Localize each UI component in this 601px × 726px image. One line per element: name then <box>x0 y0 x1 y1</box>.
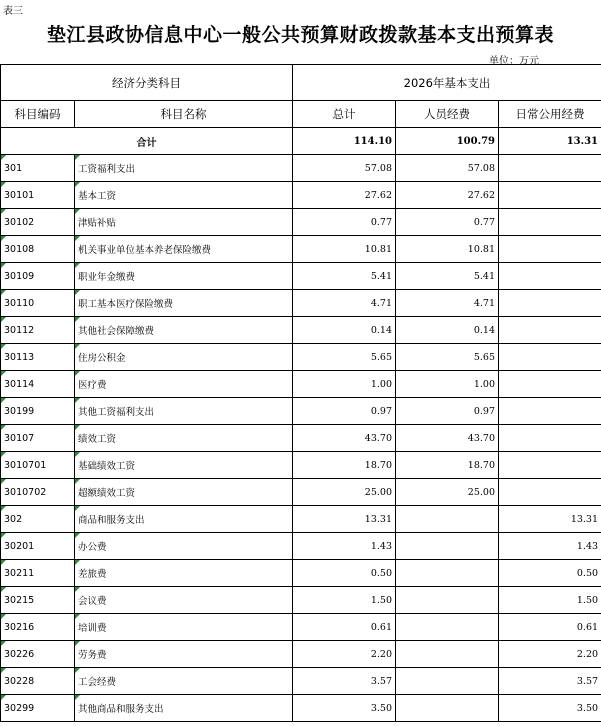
code-cell-text: 30228 <box>4 675 35 687</box>
personnel-cell-text: 27.62 <box>467 189 495 201</box>
table-row <box>1 236 601 263</box>
public-cell <box>499 614 601 641</box>
cell-marker-icon <box>75 155 80 160</box>
code-cell <box>1 263 75 290</box>
cell-marker-icon <box>1 317 6 322</box>
code-cell-text: 30109 <box>4 270 35 282</box>
code-cell-text: 30215 <box>4 594 35 606</box>
total-cell <box>293 263 396 290</box>
personnel-cell <box>396 479 499 506</box>
name-cell <box>75 668 293 695</box>
cell-marker-icon <box>75 209 80 214</box>
unit-label: 单位：万元 <box>489 56 539 67</box>
total-personnel: 100.79 <box>396 128 499 155</box>
table-row <box>1 668 601 695</box>
name-cell <box>75 344 293 371</box>
table-row <box>1 641 601 668</box>
cell-marker-icon <box>75 695 80 700</box>
table-row <box>1 479 601 506</box>
total-cell-text: 5.65 <box>370 351 392 363</box>
total-cell <box>293 479 396 506</box>
personnel-cell-text: 0.77 <box>473 216 495 228</box>
total-cell <box>293 155 396 182</box>
code-cell-text: 30112 <box>4 324 35 336</box>
public-cell <box>499 344 601 371</box>
public-cell <box>499 641 601 668</box>
name-cell <box>75 182 293 209</box>
cell-marker-icon <box>75 641 80 646</box>
table-row <box>1 614 601 641</box>
cell-marker-icon <box>1 614 6 619</box>
total-cell-text: 13.31 <box>364 513 392 525</box>
public-cell-text: 2.20 <box>576 648 599 660</box>
public-cell-text: 3.57 <box>576 675 599 687</box>
total-cell-text: 3.50 <box>370 702 392 714</box>
personnel-cell-text: 43.70 <box>467 432 495 444</box>
public-cell <box>499 668 601 695</box>
public-cell <box>499 263 601 290</box>
public-cell-text: 1.43 <box>576 540 599 552</box>
cell-marker-icon <box>75 425 80 430</box>
total-cell-text: 4.71 <box>370 297 392 309</box>
personnel-cell <box>396 506 499 533</box>
cell-marker-icon <box>75 182 80 187</box>
name-cell <box>75 371 293 398</box>
cell-marker-icon <box>1 209 6 214</box>
total-cell <box>293 209 396 236</box>
code-cell <box>1 425 75 452</box>
name-cell-text: 超额绩效工资 <box>78 488 136 499</box>
personnel-cell <box>396 371 499 398</box>
total-cell-text: 1.00 <box>370 378 392 390</box>
name-cell-text: 会议费 <box>78 596 107 607</box>
table-row <box>1 425 601 452</box>
cell-marker-icon <box>1 668 6 673</box>
public-cell <box>499 425 601 452</box>
cell-marker-icon <box>75 668 80 673</box>
name-cell-text: 其他工资福利支出 <box>78 407 155 418</box>
name-cell-text: 工资福利支出 <box>78 164 136 175</box>
public-cell <box>499 209 601 236</box>
cell-marker-icon <box>1 398 6 403</box>
header-name: 科目名称 <box>75 101 293 128</box>
code-cell-text: 30299 <box>4 702 35 714</box>
code-cell <box>1 371 75 398</box>
header-personnel: 人员经费 <box>396 101 499 128</box>
cell-marker-icon <box>75 398 80 403</box>
personnel-cell-text: 10.81 <box>467 243 495 255</box>
cell-marker-icon <box>1 452 6 457</box>
total-cell <box>293 614 396 641</box>
cell-marker-icon <box>1 236 6 241</box>
public-cell <box>499 236 601 263</box>
total-cell <box>293 236 396 263</box>
code-cell-text: 30107 <box>4 432 35 444</box>
name-cell-text: 办公费 <box>78 542 107 553</box>
code-cell-text: 302 <box>4 513 23 525</box>
cell-marker-icon <box>1 155 6 160</box>
header-public: 日常公用经费 <box>499 101 601 128</box>
cell-marker-icon <box>75 263 80 268</box>
cell-marker-icon <box>1 479 6 484</box>
public-cell-text: 1.50 <box>576 594 599 606</box>
name-cell <box>75 641 293 668</box>
cell-marker-icon <box>1 182 6 187</box>
cell-marker-icon <box>75 479 80 484</box>
header-code: 科目编码 <box>1 101 75 128</box>
code-cell-text: 3010701 <box>4 459 47 471</box>
personnel-cell <box>396 425 499 452</box>
personnel-cell <box>396 668 499 695</box>
public-cell <box>499 398 601 425</box>
personnel-cell <box>396 263 499 290</box>
personnel-cell-text: 5.41 <box>473 270 495 282</box>
table-number: 表三 <box>3 6 23 17</box>
total-cell <box>293 317 396 344</box>
code-cell-text: 301 <box>4 162 23 174</box>
cell-marker-icon <box>1 641 6 646</box>
personnel-cell <box>396 209 499 236</box>
personnel-cell <box>396 587 499 614</box>
personnel-cell <box>396 641 499 668</box>
code-cell <box>1 344 75 371</box>
public-cell <box>499 290 601 317</box>
code-cell-text: 30110 <box>4 297 35 309</box>
cell-marker-icon <box>1 560 6 565</box>
cell-marker-icon <box>75 344 80 349</box>
header-total: 总计 <box>293 101 396 128</box>
name-cell <box>75 452 293 479</box>
public-cell-text: 0.61 <box>576 621 599 633</box>
name-cell-text: 职工基本医疗保险缴费 <box>78 299 174 310</box>
total-cell <box>293 398 396 425</box>
code-cell-text: 3010702 <box>4 486 47 498</box>
total-cell-text: 0.97 <box>370 405 392 417</box>
name-cell-text: 培训费 <box>78 623 107 634</box>
table-row <box>1 263 601 290</box>
total-cell-text: 27.62 <box>364 189 392 201</box>
code-cell-text: 30101 <box>4 189 35 201</box>
cell-marker-icon <box>1 290 6 295</box>
name-cell-text: 劳务费 <box>78 650 107 661</box>
public-cell <box>499 452 601 479</box>
name-cell-text: 基础绩效工资 <box>78 461 136 472</box>
total-cell-text: 3.57 <box>370 675 392 687</box>
total-public: 13.31 <box>499 128 601 155</box>
personnel-cell <box>396 182 499 209</box>
personnel-cell-text: 0.97 <box>473 405 495 417</box>
name-cell-text: 工会经费 <box>78 677 117 688</box>
code-cell-text: 30108 <box>4 243 35 255</box>
table-row <box>1 182 601 209</box>
total-cell-text: 1.50 <box>370 594 392 606</box>
personnel-cell-text: 0.14 <box>473 324 495 336</box>
code-cell <box>1 668 75 695</box>
cell-marker-icon <box>75 236 80 241</box>
cell-marker-icon <box>75 317 80 322</box>
name-cell-text: 住房公积金 <box>78 353 126 364</box>
public-cell <box>499 533 601 560</box>
total-cell <box>293 587 396 614</box>
personnel-cell <box>396 560 499 587</box>
name-cell-text: 津贴补贴 <box>78 218 117 229</box>
personnel-cell-text: 18.70 <box>467 459 495 471</box>
cell-marker-icon <box>1 425 6 430</box>
cell-marker-icon <box>1 371 6 376</box>
table-row <box>1 371 601 398</box>
code-cell <box>1 614 75 641</box>
code-cell <box>1 155 75 182</box>
total-row <box>1 128 601 155</box>
total-cell-text: 43.70 <box>364 432 392 444</box>
total-cell <box>293 425 396 452</box>
public-cell <box>499 479 601 506</box>
cell-marker-icon <box>1 695 6 700</box>
name-cell <box>75 587 293 614</box>
table-row <box>1 587 601 614</box>
header-row-2 <box>1 101 601 128</box>
cell-marker-icon <box>1 587 6 592</box>
cell-marker-icon <box>1 344 6 349</box>
code-cell <box>1 560 75 587</box>
code-cell <box>1 236 75 263</box>
table-row <box>1 155 601 182</box>
table-row <box>1 290 601 317</box>
public-cell-text: 0.50 <box>576 567 599 579</box>
cell-marker-icon <box>75 533 80 538</box>
name-cell-text: 医疗费 <box>78 380 107 391</box>
code-cell <box>1 209 75 236</box>
total-cell <box>293 641 396 668</box>
total-cell-text: 2.20 <box>370 648 392 660</box>
code-cell <box>1 695 75 722</box>
cell-marker-icon <box>1 263 6 268</box>
code-cell <box>1 398 75 425</box>
code-cell-text: 30226 <box>4 648 35 660</box>
total-cell-text: 25.00 <box>364 486 392 498</box>
code-cell <box>1 587 75 614</box>
code-cell <box>1 506 75 533</box>
code-cell <box>1 317 75 344</box>
code-cell-text: 30102 <box>4 216 35 228</box>
name-cell <box>75 290 293 317</box>
total-cell <box>293 695 396 722</box>
personnel-cell-text: 1.00 <box>473 378 495 390</box>
name-cell-text: 其他社会保障缴费 <box>78 326 155 337</box>
public-cell <box>499 182 601 209</box>
table-row <box>1 317 601 344</box>
personnel-cell <box>396 614 499 641</box>
personnel-cell <box>396 533 499 560</box>
total-cell <box>293 371 396 398</box>
code-cell <box>1 479 75 506</box>
public-cell <box>499 695 601 722</box>
total-cell <box>293 452 396 479</box>
total-sum: 114.10 <box>293 128 396 155</box>
public-cell <box>499 317 601 344</box>
name-cell <box>75 209 293 236</box>
personnel-cell <box>396 344 499 371</box>
personnel-cell-text: 4.71 <box>473 297 495 309</box>
public-cell <box>499 587 601 614</box>
total-cell-text: 0.61 <box>370 621 392 633</box>
table-row <box>1 560 601 587</box>
total-cell <box>293 560 396 587</box>
header-year-spend: 2026年基本支出 <box>293 65 601 101</box>
table-row <box>1 344 601 371</box>
name-cell-text: 基本工资 <box>78 191 117 202</box>
total-cell <box>293 533 396 560</box>
personnel-cell <box>396 398 499 425</box>
code-cell-text: 30211 <box>4 567 35 579</box>
name-cell-text: 职业年金缴费 <box>78 272 136 283</box>
personnel-cell <box>396 695 499 722</box>
total-cell <box>293 182 396 209</box>
cell-marker-icon <box>75 371 80 376</box>
cell-marker-icon <box>75 587 80 592</box>
name-cell <box>75 560 293 587</box>
total-cell <box>293 290 396 317</box>
total-cell-text: 0.50 <box>370 567 392 579</box>
total-cell-text: 1.43 <box>370 540 392 552</box>
code-cell-text: 30114 <box>4 378 35 390</box>
name-cell <box>75 506 293 533</box>
personnel-cell <box>396 290 499 317</box>
cell-marker-icon <box>75 452 80 457</box>
page-title: 垫江县政协信息中心一般公共预算财政拨款基本支出预算表 <box>46 24 554 46</box>
table-row <box>1 506 601 533</box>
name-cell <box>75 263 293 290</box>
personnel-cell <box>396 155 499 182</box>
name-cell <box>75 533 293 560</box>
total-cell-text: 5.41 <box>370 270 392 282</box>
personnel-cell-text: 5.65 <box>473 351 495 363</box>
total-cell <box>293 668 396 695</box>
name-cell-text: 绩效工资 <box>78 434 117 445</box>
cell-marker-icon <box>75 290 80 295</box>
table-row <box>1 398 601 425</box>
table-row <box>1 695 601 722</box>
total-cell-text: 18.70 <box>364 459 392 471</box>
public-cell <box>499 155 601 182</box>
code-cell <box>1 290 75 317</box>
code-cell <box>1 533 75 560</box>
personnel-cell-text: 25.00 <box>467 486 495 498</box>
cell-marker-icon <box>75 560 80 565</box>
public-cell <box>499 560 601 587</box>
code-cell-text: 30201 <box>4 540 35 552</box>
name-cell <box>75 236 293 263</box>
header-row-1 <box>1 65 601 101</box>
cell-marker-icon <box>1 533 6 538</box>
total-cell-text: 0.14 <box>370 324 392 336</box>
personnel-cell-text: 57.08 <box>467 162 495 174</box>
name-cell <box>75 479 293 506</box>
name-cell-text: 其他商品和服务支出 <box>78 704 164 715</box>
personnel-cell <box>396 236 499 263</box>
total-cell <box>293 344 396 371</box>
cell-marker-icon <box>75 614 80 619</box>
name-cell-text: 机关事业单位基本养老保险缴费 <box>78 245 212 256</box>
name-cell <box>75 317 293 344</box>
name-cell <box>75 155 293 182</box>
table-row <box>1 533 601 560</box>
public-cell-text: 3.50 <box>576 702 599 714</box>
code-cell-text: 30113 <box>4 351 35 363</box>
total-cell <box>293 506 396 533</box>
cell-marker-icon <box>75 506 80 511</box>
code-cell-text: 30216 <box>4 621 35 633</box>
public-cell <box>499 371 601 398</box>
total-cell-text: 10.81 <box>364 243 392 255</box>
name-cell <box>75 425 293 452</box>
name-cell <box>75 398 293 425</box>
table-row <box>1 209 601 236</box>
public-cell <box>499 506 601 533</box>
personnel-cell <box>396 452 499 479</box>
public-cell-text: 13.31 <box>570 513 599 525</box>
code-cell-text: 30199 <box>4 405 35 417</box>
name-cell-text: 商品和服务支出 <box>78 515 145 526</box>
table-row <box>1 452 601 479</box>
budget-table <box>0 64 601 722</box>
code-cell <box>1 452 75 479</box>
total-label: 合计 <box>1 128 293 155</box>
name-cell <box>75 695 293 722</box>
name-cell-text: 差旅费 <box>78 569 107 580</box>
header-category: 经济分类科目 <box>1 65 293 101</box>
total-cell-text: 0.77 <box>370 216 392 228</box>
total-cell-text: 57.08 <box>364 162 392 174</box>
name-cell <box>75 614 293 641</box>
code-cell <box>1 641 75 668</box>
code-cell <box>1 182 75 209</box>
cell-marker-icon <box>1 506 6 511</box>
personnel-cell <box>396 317 499 344</box>
